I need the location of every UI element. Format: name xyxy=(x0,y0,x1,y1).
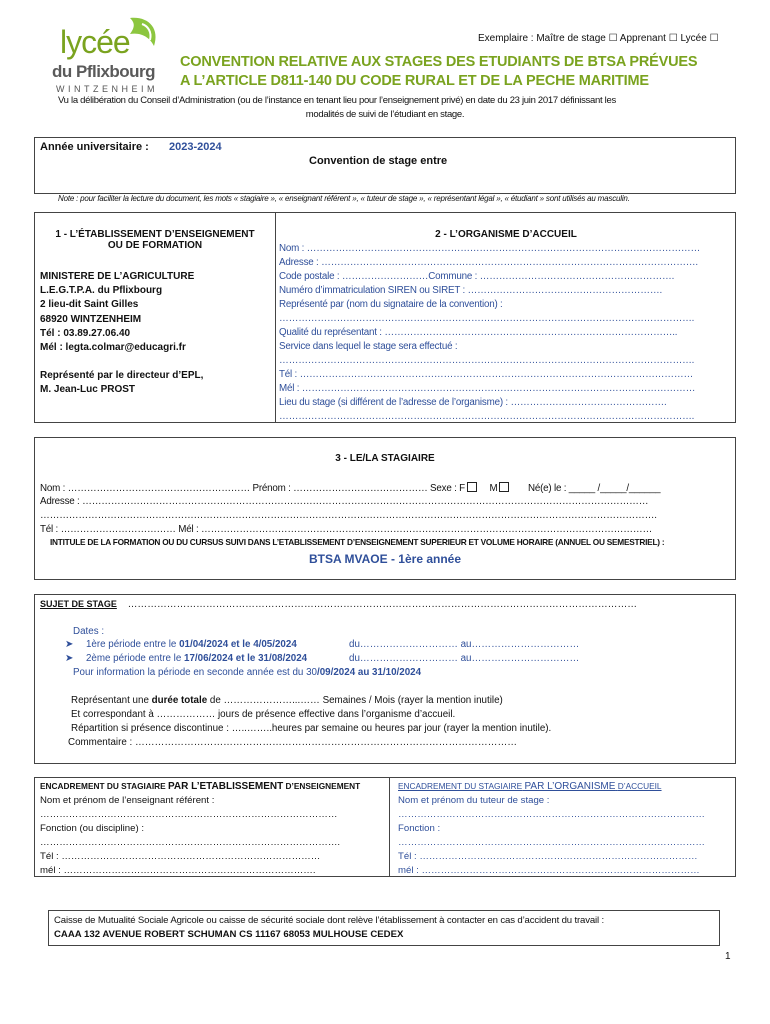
arrow-bullet-icon: ➤ xyxy=(65,639,74,650)
sex-m-label: M xyxy=(489,483,498,494)
subject-field[interactable]: ………………………………………………………………………………………………………………………………………… xyxy=(127,599,638,610)
duration-line xyxy=(71,695,731,706)
school-name: L.E.G.T.P.A. du Pflixbourg xyxy=(40,285,163,297)
period2-actual-field[interactable]: du………………………… au…………………………… xyxy=(349,653,580,664)
section1-title xyxy=(35,229,275,251)
host-location-label: Lieu du stage (si différent de l’adresse de l’organisme) : …………………………………………. xyxy=(279,397,667,408)
student-identity-line xyxy=(40,482,730,494)
header-box xyxy=(34,137,736,194)
school-supervision-fields xyxy=(40,794,386,878)
host-service-field[interactable]: …………………………………………………………………………………………………………………. xyxy=(279,355,695,366)
year-value: 2023-2024 xyxy=(169,141,222,153)
insurance-box xyxy=(48,910,720,946)
student-box xyxy=(34,437,736,580)
student-address-extra-field[interactable]: …………………………………………………………………………………………………………………………………………………………………………. xyxy=(40,510,657,521)
second-year-info-prefix: Pour information la période en seconde année est du 30 xyxy=(73,667,318,678)
duration-prefix: Représentant une xyxy=(71,695,149,706)
convention-label: Convention de stage entre xyxy=(309,155,448,167)
referent-phone-field[interactable]: Tél : ……………………………………………………………………… xyxy=(40,851,321,862)
period2-line xyxy=(65,653,725,664)
school-representative xyxy=(40,369,203,397)
school-supervision-title-a: ENCADREMENT DU STAGIAIRE xyxy=(40,781,166,791)
section1-title-line1: 1 - L’ÉTABLISSEMENT D’ENSEIGNEMENT xyxy=(55,229,255,240)
school-supervision-title xyxy=(40,781,388,792)
school-email: Mél : legta.colmar@educagri.fr xyxy=(40,342,186,354)
school-supervision-title-c: D’ENSEIGNEMENT xyxy=(285,781,361,791)
host-service-label: Service dans lequel le stage sera effectué : xyxy=(279,341,458,352)
referent-email-field[interactable]: mél : ……………………………………………………………………. xyxy=(40,865,316,876)
period2-dates: 17/06/2024 et le 31/08/2024 xyxy=(184,653,308,664)
note-text: Note : pour faciliter la lecture du document, les mots « stagiaire », « enseignant référent », « tuteur de stage », « représentant légal », « étudiant » sont utilisés au masculin. xyxy=(58,194,630,203)
document-title-line2: A L’ARTICLE D811-140 DU CODE RURAL ET DE LA PECHE MARITIME xyxy=(180,73,649,89)
referent-name-label: Nom et prénom de l’enseignant référent : xyxy=(40,795,215,806)
student-contact-field[interactable]: Tél : ……………………………… Mél : …………………………………………………………………………………………………………………………… xyxy=(40,524,653,535)
host-supervision-title xyxy=(398,781,732,792)
period2-prefix: 2ème période entre le xyxy=(85,653,182,664)
student-address-field[interactable]: Adresse : …………………………………………………………………………………………………………………………………………………………… xyxy=(40,496,649,507)
period1-prefix: 1ère période entre le xyxy=(85,639,177,650)
host-organisation-fields xyxy=(279,242,731,424)
school-supervision xyxy=(34,777,390,877)
arrow-bullet-icon: ➤ xyxy=(65,653,74,664)
section1-title-line2: OU DE FORMATION xyxy=(107,240,203,251)
referent-name-field[interactable]: ………………………………………………………………………………… xyxy=(40,809,338,820)
birthdate-field[interactable]: Né(e) le : _____ /_____/______ xyxy=(527,483,661,494)
distribution-field[interactable]: Répartition si présence discontinue : …..……..heures par semaine ou heures par jour (rayer la mention inutile). xyxy=(71,723,552,734)
host-signatory-field[interactable]: …………………………………………………………………………………………………………………. xyxy=(279,313,695,324)
tutor-function-field[interactable]: …………………………………………………………………………………… xyxy=(398,837,705,848)
host-phone-field[interactable]: Tél : …………………………………………………………………………………………………………… xyxy=(279,369,694,380)
supervision-box xyxy=(34,777,736,877)
year-label: Année universitaire : xyxy=(40,141,149,153)
section3-title: 3 - LE/LA STAGIAIRE xyxy=(335,453,435,464)
school-rep-line2: M. Jean-Luc PROST xyxy=(40,384,136,395)
school-city: 68920 WINTZENHEIM xyxy=(40,313,142,325)
tutor-phone-field[interactable]: Tél : …………………………………………………………………………… xyxy=(398,851,698,862)
subject-label: SUJET DE STAGE xyxy=(40,599,117,609)
school-ministry: MINISTERE DE L’AGRICULTURE xyxy=(40,271,195,282)
logo-word-lycee: lycée xyxy=(60,24,130,60)
training-title-label: INTITULE DE LA FORMATION OU DU CURSUS SUIVI DANS L’ETABLISSEMENT D’ENSEIGNEMENT SUPERIEUR ET VOLUME HORAIRE (ANNUEL OU SEMESTRIEL) : xyxy=(50,537,665,547)
intro-line2: modalités de suivi de l’étudiant en stage. xyxy=(305,109,465,120)
tutor-function-label: Fonction : xyxy=(398,823,441,834)
subject-line xyxy=(40,599,730,610)
school-street: 2 lieu-dit Saint Gilles xyxy=(40,299,139,311)
tutor-email-field[interactable]: mél : …………………………………………………………………………… xyxy=(398,865,700,876)
host-postcode-field[interactable]: Code postale : ………………………Commune : ……………………………………………………. xyxy=(279,271,675,282)
student-name-field[interactable]: Nom : ………………………………………………… Prénom : …………………………………… Sexe : F xyxy=(40,483,465,494)
logo-word-pflixbourg: du Pflixbourg xyxy=(52,62,156,81)
document-title-line1: CONVENTION RELATIVE AUX STAGES DES ETUDIANTS DE BTSA PRÉVUES xyxy=(180,54,698,70)
host-email-field[interactable]: Mél : …………………………………………………………………………………………………………… xyxy=(279,383,696,394)
school-phone: Tél : 03.89.27.06.40 xyxy=(40,327,131,339)
host-rep-quality-field[interactable]: Qualité du représentant : ……………………………………………………………………………….. xyxy=(279,327,678,338)
comment-field[interactable]: Commentaire : ……………………………………………………………………………………………………… xyxy=(68,737,518,748)
presence-days-field[interactable]: Et correspondant à ……………… jours de présence effective dans l’organisme d’accueil. xyxy=(71,709,456,720)
logo-word-wintzenheim: WINTZENHEIM xyxy=(56,84,158,94)
intro-line1: Vu la délibération du Conseil d’Administration (ou de l’instance en tenant lieu pour l’enseignement privé) en date du 23 juin 2017 définissant les xyxy=(58,95,616,106)
host-supervision-title-b: PAR L’ORGANISME xyxy=(524,781,616,792)
host-supervision xyxy=(390,777,736,877)
sex-m-checkbox[interactable] xyxy=(499,482,509,492)
page-number: 1 xyxy=(725,951,731,962)
second-year-info xyxy=(73,667,723,678)
school-supervision-title-b: PAR L’ETABLISSEMENT xyxy=(168,781,284,792)
school-rep-line1: Représenté par le directeur d’EPL, xyxy=(40,370,204,381)
host-supervision-title-a: ENCADREMENT DU STAGIAIRE xyxy=(398,781,523,791)
host-name-field[interactable]: Nom : …………………………………………………………………………………………………………… xyxy=(279,243,701,254)
internship-box xyxy=(34,594,736,764)
section2-title: 2 - L’ORGANISME D’ACCUEIL xyxy=(435,229,577,240)
tutor-name-label: Nom et prénom du tuteur de stage : xyxy=(398,795,550,806)
insurance-line1: Caisse de Mutualité Sociale Agricole ou caisse de sécurité sociale dont relève l’établissement à contacter en cas d’accident du travail : xyxy=(54,915,605,926)
host-address-field[interactable]: Adresse : ………………………………………………………………………………………………………. xyxy=(279,257,698,268)
school-address xyxy=(40,270,194,355)
period1-dates: 01/04/2024 et le 4/05/2024 xyxy=(179,639,297,650)
duration-bold: durée totale xyxy=(151,695,208,706)
copy-selector-line: Exemplaire : Maître de stage ☐ Apprenant ☐ Lycée ☐ xyxy=(478,33,719,44)
sex-f-checkbox[interactable] xyxy=(467,482,477,492)
referent-function-field[interactable]: …………………………………………………………………………………. xyxy=(40,837,341,848)
period1-line xyxy=(65,639,725,650)
insurance-line2: CAAA 132 AVENUE ROBERT SCHUMAN CS 11167 68053 MULHOUSE CEDEX xyxy=(54,929,404,940)
referent-function-label: Fonction (ou discipline) : xyxy=(40,823,144,834)
duration-field[interactable]: de …………………...…… Semaines / Mois (rayer la mention inutile) xyxy=(209,695,503,706)
school-logo xyxy=(50,14,180,102)
host-location-field[interactable]: …………………………………………………………………………………………………………………. xyxy=(279,411,695,422)
period1-actual-field[interactable]: du………………………… au…………………………… xyxy=(349,639,580,650)
host-supervision-title-c: D’ACCUEIL xyxy=(617,781,662,791)
host-siret-field[interactable]: Numéro d’immatriculation SIREN ou SIRET : ……………………………………………………. xyxy=(279,285,662,296)
training-name: BTSA MVAOE - 1ère année xyxy=(308,552,462,566)
tutor-name-field[interactable]: …………………………………………………………………………………… xyxy=(398,809,705,820)
parties-divider xyxy=(275,213,276,422)
dates-label: Dates : xyxy=(73,626,105,637)
host-signatory-label: Représenté par (nom du signataire de la convention) : xyxy=(279,299,503,310)
second-year-info-dates: /09/2024 au 31/10/2024 xyxy=(317,667,422,678)
parties-box xyxy=(34,212,736,423)
host-supervision-fields xyxy=(398,794,732,878)
